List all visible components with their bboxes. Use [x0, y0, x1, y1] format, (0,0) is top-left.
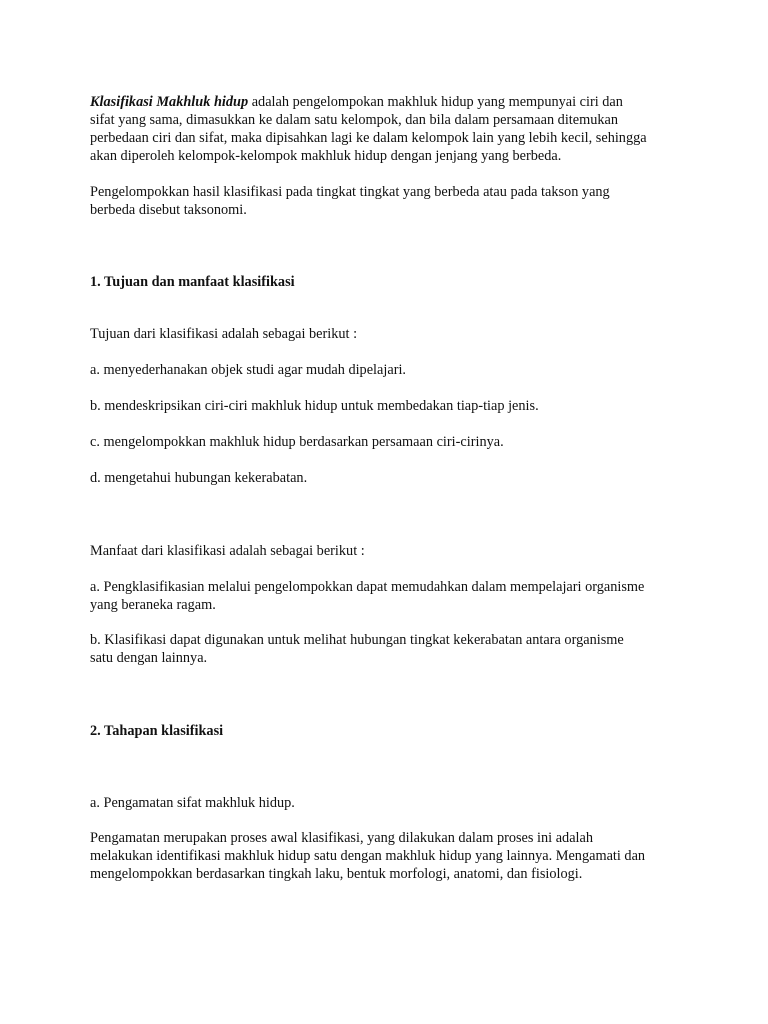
tahapan-item-a: a. Pengamatan sifat makhluk hidup.: [90, 795, 295, 811]
intro-line-2: sifat yang sama, dimasukkan ke dalam satu kelompok, dan bila dalam persamaan ditemukan: [90, 112, 619, 128]
intro-line-4: akan diperoleh kelompok-kelompok makhluk hidup dengan jenjang yang berbeda.: [90, 148, 562, 164]
intro-paragraph: [90, 93, 690, 165]
manfaat-b-line-1: b. Klasifikasi dapat digunakan untuk melihat hubungan tingkat kekerabatan antara organisme: [90, 632, 624, 648]
intro-line-1: [90, 93, 690, 111]
tujuan-item-d: d. mengetahui hubungan kekerabatan.: [90, 470, 308, 486]
intro-line-3: perbedaan ciri dan sifat, maka dipisahkan lagi ke dalam kelompok lain yang lebih kecil, sehingga: [90, 130, 647, 146]
tujuan-intro: Tujuan dari klasifikasi adalah sebagai berikut :: [90, 326, 358, 342]
pengamatan-line-3: mengelompokkan berdasarkan tingkah laku, bentuk morfologi, anatomi, dan fisiologi.: [90, 866, 583, 882]
section-1-heading: 1. Tujuan dan manfaat klasifikasi: [90, 274, 295, 290]
pengamatan-paragraph: [90, 829, 690, 883]
manfaat-a-line-1: a. Pengklasifikasian melalui pengelompokkan dapat memudahkan dalam mempelajari organisme: [90, 579, 645, 595]
pengamatan-line-1: Pengamatan merupakan proses awal klasifikasi, yang dilakukan dalam proses ini adalah: [90, 830, 594, 846]
taksonomi-paragraph: [90, 183, 690, 219]
section-2-heading: 2. Tahapan klasifikasi: [90, 723, 224, 739]
tujuan-item-c: c. mengelompokkan makhluk hidup berdasarkan persamaan ciri-cirinya.: [90, 434, 504, 450]
pengamatan-line-2: melakukan identifikasi makhluk hidup satu dengan makhluk hidup yang lainnya. Mengamati dan: [90, 848, 646, 864]
manfaat-intro: Manfaat dari klasifikasi adalah sebagai berikut :: [90, 543, 365, 559]
manfaat-a-line-2: yang beraneka ragam.: [90, 597, 216, 613]
tujuan-item-b: b. mendeskripsikan ciri-ciri makhluk hidup untuk membedakan tiap-tiap jenis.: [90, 398, 539, 414]
taksonomi-line-2: berbeda disebut taksonomi.: [90, 202, 247, 218]
manfaat-item-b: [90, 631, 690, 667]
tujuan-item-a: a. menyederhanakan objek studi agar mudah dipelajari.: [90, 362, 406, 378]
manfaat-item-a: [90, 578, 690, 614]
intro-line-1-rest: adalah pengelompokan makhluk hidup yang mempunyai ciri dan: [248, 94, 623, 110]
manfaat-b-line-2: satu dengan lainnya.: [90, 650, 208, 666]
taksonomi-line-1: Pengelompokkan hasil klasifikasi pada tingkat tingkat yang berbeda atau pada takson yang: [90, 184, 610, 200]
intro-term: Klasifikasi Makhluk hidup: [90, 94, 249, 110]
